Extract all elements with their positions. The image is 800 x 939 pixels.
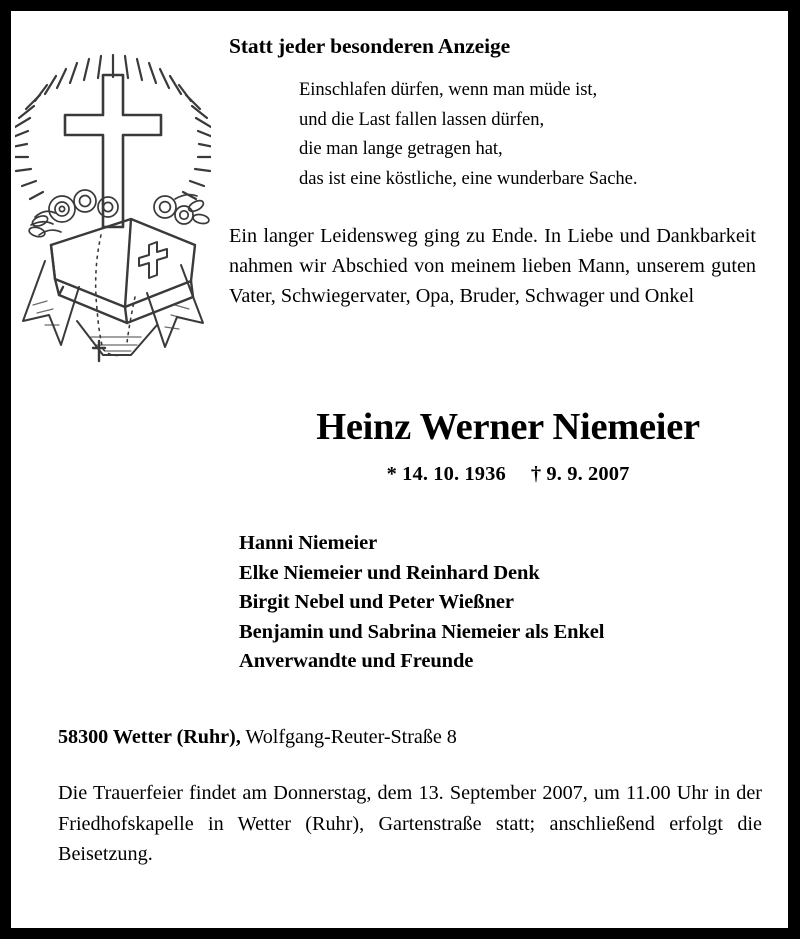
upper-text-column <box>228 11 759 312</box>
list-item: Birgit Nebel und Peter Wießner <box>239 591 514 614</box>
name-block <box>11 407 788 486</box>
notice-headline: Statt jeder besonderen Anzeige <box>229 34 511 58</box>
death-date: † 9. 9. 2007 <box>530 463 630 486</box>
deceased-name: Heinz Werner Niemeier <box>316 406 700 448</box>
bible-cover-cross-icon <box>139 242 167 278</box>
verse-line: das ist eine köstliche, eine wunderbare Sache. <box>299 167 638 189</box>
address-line <box>58 726 788 749</box>
top-zone <box>11 11 788 363</box>
verse-line: und die Last fallen lassen dürfen, <box>299 108 545 130</box>
cloth-banner-icon <box>23 261 203 355</box>
obituary-card <box>11 11 788 928</box>
mourners-list <box>239 529 788 676</box>
verse-line: die man lange getragen hat, <box>299 138 503 159</box>
verse-block <box>299 75 759 193</box>
cross-icon <box>65 75 161 227</box>
list-item: Hanni Niemeier <box>239 532 378 555</box>
list-item: Anverwandte und Freunde <box>239 650 474 673</box>
list-item: Benjamin und Sabrina Niemeier als Enkel <box>239 620 605 643</box>
service-information: Die Trauerfeier findet am Donnerstag, dem 13. September 2007, um 11.00 Uhr in der Friedhofskapelle in Wetter (Ruhr), Gartenstraße statt; anschließend erfolgt die Beisetzung. <box>58 782 762 866</box>
intro-paragraph: Ein langer Leidensweg ging zu Ende. In Liebe und Dankbarkeit nahmen wir Abschied von meinem lieben Mann, unserem guten Vater, Schwiegervater, Opa, Bruder, Schwager und Onkel <box>229 225 756 308</box>
verse-line: Einschlafen dürfen, wenn man müde ist, <box>299 79 598 100</box>
roses-icon <box>28 190 210 238</box>
address-street: Wolfgang-Reuter-Straße 8 <box>240 726 457 749</box>
birth-date: * 14. 10. 1936 <box>386 463 506 486</box>
list-item: Elke Niemeier und Reinhard Denk <box>239 561 540 584</box>
cross-bible-illustration <box>15 49 211 367</box>
address-city: 58300 Wetter (Ruhr), <box>58 726 241 749</box>
sun-rays-icon <box>15 55 211 199</box>
life-dates <box>228 463 788 486</box>
